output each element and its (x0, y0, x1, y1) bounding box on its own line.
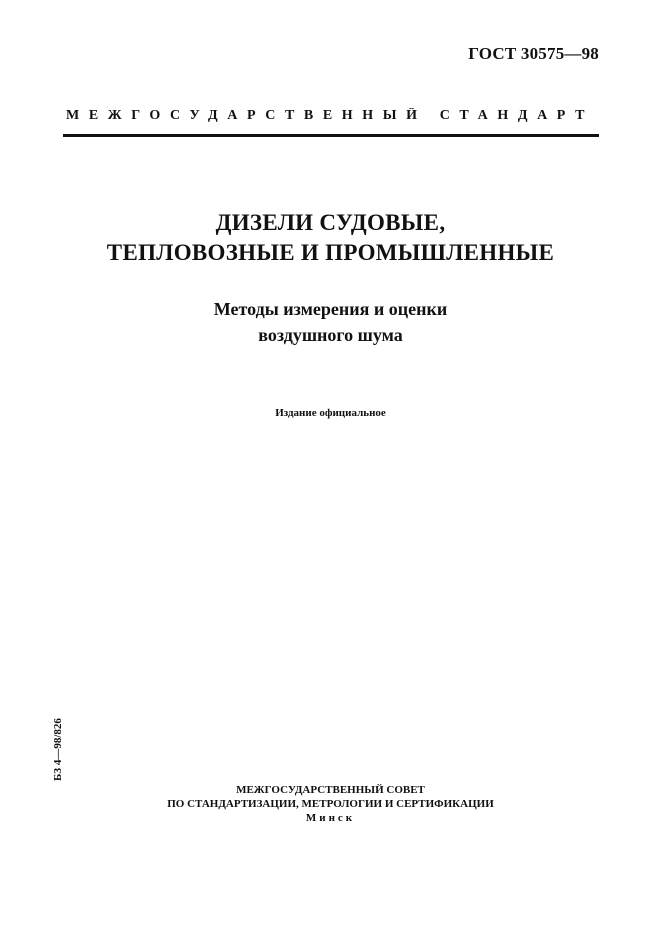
title-line-1: ДИЗЕЛИ СУДОВЫЕ, (215, 210, 446, 235)
standard-type-heading: МЕЖГОСУДАРСТВЕННЫЙ СТАНДАРТ (66, 108, 595, 123)
side-code: БЗ 4—98/826 (52, 718, 64, 781)
subtitle-line-2: воздушного шума (258, 325, 403, 345)
title-line-2: ТЕПЛОВОЗНЫЕ И ПРОМЫШЛЕННЫЕ (106, 240, 555, 265)
subtitle-line-1: Методы измерения и оценки (213, 299, 448, 319)
footer-city: Минск (305, 812, 356, 824)
publisher-footer (0, 783, 661, 825)
document-title (0, 208, 661, 268)
footer-line-1: МЕЖГОСУДАРСТВЕННЫЙ СОВЕТ (236, 784, 425, 796)
header-divider (63, 134, 599, 137)
edition-label: Издание официальное (275, 407, 386, 419)
gost-number: ГОСТ 30575—98 (468, 44, 599, 63)
document-subtitle (0, 296, 661, 348)
footer-line-2: ПО СТАНДАРТИЗАЦИИ, МЕТРОЛОГИИ И СЕРТИФИКАЦИИ (167, 798, 494, 810)
